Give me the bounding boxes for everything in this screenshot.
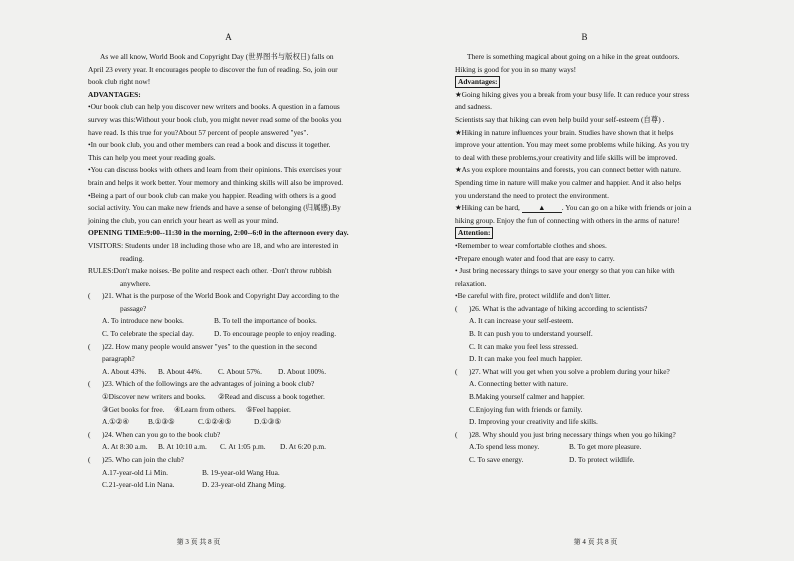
options-row [88, 366, 369, 379]
option-c[interactable]: C. It can make you feel less stressed. [469, 341, 578, 351]
question-26: ( )26. What is the advantage of hiking according to scientists? [455, 303, 648, 313]
question-text: passage? [120, 303, 147, 313]
option-a[interactable]: A.To spend less money. [469, 442, 540, 452]
advantage-line: •In our book club, you and other members can read a book and discuss it together. [88, 140, 331, 150]
option-d[interactable]: D. At 6:20 p.m. [280, 442, 326, 452]
right-page [397, 0, 794, 561]
option-c[interactable]: C. At 1:05 p.m. [220, 442, 266, 452]
question-25: ( )25. Who can join the club? [88, 455, 184, 464]
statement-4: ④Learn from others. [174, 404, 236, 414]
option-c[interactable]: C.①②④⑤ [198, 417, 232, 427]
page-number: 第 4 页 共 8 页 [573, 538, 618, 546]
option-c[interactable]: C. To celebrate the special day. [102, 329, 194, 339]
intro-line: As we all know, World Book and Copyright Day (世界图书与版权日) falls on [100, 52, 334, 61]
option-b[interactable]: B. About 44%. [158, 366, 202, 376]
option-d[interactable]: D. To encourage people to enjoy reading. [214, 329, 337, 339]
intro-line: Hiking is good for you in so many ways! [455, 64, 577, 74]
question-22: ( )22. How many people would answer "yes" to the question in the second [88, 341, 317, 351]
options-row [88, 328, 369, 341]
advantage-line: ★Hiking in nature influences your brain. Studies have shown that it helps [455, 127, 674, 137]
advantage-line: •Our book club can help you discover new writers and books. A question in a famous [88, 102, 340, 112]
option-b[interactable]: B. At 10:10 a.m. [158, 442, 207, 452]
advantage-line: •You can discuss books with others and learn from their opinions. This exercises your [88, 165, 342, 175]
question-text: )23. Which of the followings are the advantages of joining a book club? [102, 379, 315, 389]
intro-line: There is something magical about going on a hike in the great outdoors. [467, 52, 680, 61]
options-row [88, 441, 369, 454]
intro-line: book club right now! [88, 77, 151, 87]
passage-a-title: A [225, 32, 232, 42]
question-28: ( )28. Why should you just bring necessary things when you go hiking? [455, 429, 676, 439]
option-b[interactable]: B. 19-year-old Wang Hua. [202, 467, 280, 477]
advantages-heading: ADVANTAGES: [88, 89, 141, 99]
rules-line: anywhere. [120, 278, 151, 288]
statement-2: ②Read and discuss a book together. [218, 392, 325, 402]
rules-line: RULES:Don't make noises.·Be polite and respect each other. ·Don't throw rubbish [88, 266, 332, 276]
statement-3: ③Get books for free. [102, 404, 165, 414]
option-a[interactable]: A. At 8:30 a.m. [102, 442, 148, 452]
attention-line: •Prepare enough water and food that are easy to carry. [455, 253, 615, 263]
question-text: )27. What will you get when you solve a problem during your hike? [469, 366, 670, 376]
answer-blank[interactable]: ▲ [522, 204, 562, 213]
statement-5: ⑤Feel happier. [246, 404, 291, 414]
advantage-line: joining the club, you can enrich your heart as well as your mind. [88, 215, 279, 225]
question-text: )24. When can you go to the book club? [102, 429, 221, 439]
page-number: 第 3 页 共 8 页 [176, 538, 221, 546]
question-23: ( )23. Which of the followings are the advantages of joining a book club? [88, 379, 315, 389]
options-row [455, 454, 714, 467]
advantages-heading: Advantages: [455, 76, 500, 88]
advantage-text: . You can go on a hike with friends or join a [561, 203, 692, 213]
advantage-line: have read. Is this true for you?About 57 percent of people answered "yes". [88, 127, 309, 137]
advantage-line: you understand the need to protect the environment. [455, 190, 609, 200]
advantage-line: to deal with these problems,your creativity and life skills will be improved. [455, 152, 678, 162]
opening-time: OPENING TIME:9:00--11:30 in the morning, 2:00--6:0 in the afternoon every day. [88, 228, 349, 238]
option-d[interactable]: D. To protect wildlife. [569, 455, 635, 464]
advantage-line: social activity. You can make new friends and have a sense of belonging (归属感).By [88, 203, 341, 213]
option-a[interactable]: A. It can increase your self-esteem. [469, 316, 574, 326]
intro-line: April 23 every year. It encourages people to discover the fun of reading. So, join our [88, 64, 338, 74]
options-row [88, 416, 369, 429]
option-b[interactable]: B.①③⑤ [148, 417, 175, 427]
advantage-line: brain and helps it work better. Your memory and thinking skills will also be improved. [88, 177, 344, 187]
attention-line: •Remember to wear comfortable clothes and shoes. [455, 240, 607, 250]
question-text: )22. How many people would answer "yes" to the question in the second [102, 341, 317, 351]
statement-row [88, 391, 369, 404]
question-text: paragraph? [102, 354, 135, 364]
question-21: ( )21. What is the purpose of the World Book and Copyright Day according to the [88, 291, 340, 301]
attention-line: relaxation. [455, 278, 487, 288]
option-a[interactable]: A. To introduce new books. [102, 316, 184, 326]
advantage-line: and sadness. [455, 102, 492, 112]
advantage-line: survey was this:Without your book club, you might never read some of the books you [88, 114, 342, 124]
option-d[interactable]: D. About 100%. [278, 366, 327, 376]
option-b[interactable]: B.Making yourself calmer and happier. [469, 392, 585, 402]
question-27: ( )27. What will you get when you solve a problem during your hike? [455, 366, 670, 376]
option-c[interactable]: C.Enjoying fun with friends or family. [469, 404, 583, 414]
option-d[interactable]: D. It can make you feel much happier. [469, 354, 583, 364]
question-text: )25. Who can join the club? [102, 455, 184, 464]
visitors-line: reading. [120, 253, 145, 263]
option-a[interactable]: A. Connecting better with nature. [469, 379, 568, 389]
attention-line: • Just bring necessary things to save your energy so that you can hike with [455, 266, 675, 276]
visitors-line: VISITORS: Students under 18 including those who are 18, and who are interested in [88, 240, 339, 250]
question-text: )26. What is the advantage of hiking according to scientists? [469, 303, 648, 313]
statement-1: ①Discover new writers and books. [102, 392, 206, 402]
question-text: )21. What is the purpose of the World Book and Copyright Day according to the [102, 291, 340, 301]
option-c[interactable]: C. About 57%. [218, 366, 262, 376]
option-b[interactable]: B. To tell the importance of books. [214, 316, 317, 326]
option-c[interactable]: C.21-year-old Lin Nana. [102, 480, 175, 490]
advantage-line: ★Going hiking gives you a break from your busy life. It can reduce your stress [455, 89, 690, 99]
option-a[interactable]: A. About 43%. [102, 366, 147, 376]
passage-b-title: B [581, 32, 588, 42]
advantage-line: improve your attention. You may meet some problems while hiking. As you try [455, 140, 690, 150]
option-c[interactable]: C. To save energy. [469, 455, 524, 464]
options-row [88, 315, 369, 328]
question-text: )28. Why should you just bring necessary things when you go hiking? [469, 429, 676, 439]
options-row [88, 467, 369, 480]
attention-line: •Be careful with fire, protect wildlife and don't litter. [455, 291, 611, 301]
advantage-line: ★As you explore mountains and forests, you can connect better with nature. [455, 165, 682, 175]
option-a[interactable]: A.①②④ [102, 417, 130, 427]
advantage-line: hiking group. Enjoy the fun of connecting with others in the arms of nature! [455, 215, 680, 225]
advantage-line: Spending time in nature will make you calmer and happier. And it also helps [455, 177, 682, 187]
advantage-line: This can help you meet your reading goals. [88, 152, 216, 162]
options-row [88, 479, 369, 492]
option-d[interactable]: D. 23-year-old Zhang Ming. [202, 480, 286, 490]
option-b[interactable]: B. It can push you to understand yourself. [469, 329, 593, 339]
options-row [455, 441, 714, 454]
option-b[interactable]: B. To get more pleasure. [569, 442, 642, 452]
statement-row [88, 404, 369, 417]
attention-heading: Attention: [455, 227, 493, 239]
advantage-line: •Being a part of our book club can make you happier. Reading with others is a good [88, 190, 336, 200]
option-d[interactable]: D.①③⑤ [254, 417, 282, 427]
advantage-line-with-blank [455, 202, 714, 215]
option-a[interactable]: A.17-year-old Li Min. [102, 467, 168, 477]
advantage-text: ★Hiking can be hard, [455, 203, 520, 213]
option-d[interactable]: D. Improving your creativity and life skills. [469, 417, 598, 427]
question-24: ( )24. When can you go to the book club? [88, 429, 221, 439]
advantage-line: Scientists say that hiking can even help build your self-esteem (自尊) . [455, 114, 665, 124]
